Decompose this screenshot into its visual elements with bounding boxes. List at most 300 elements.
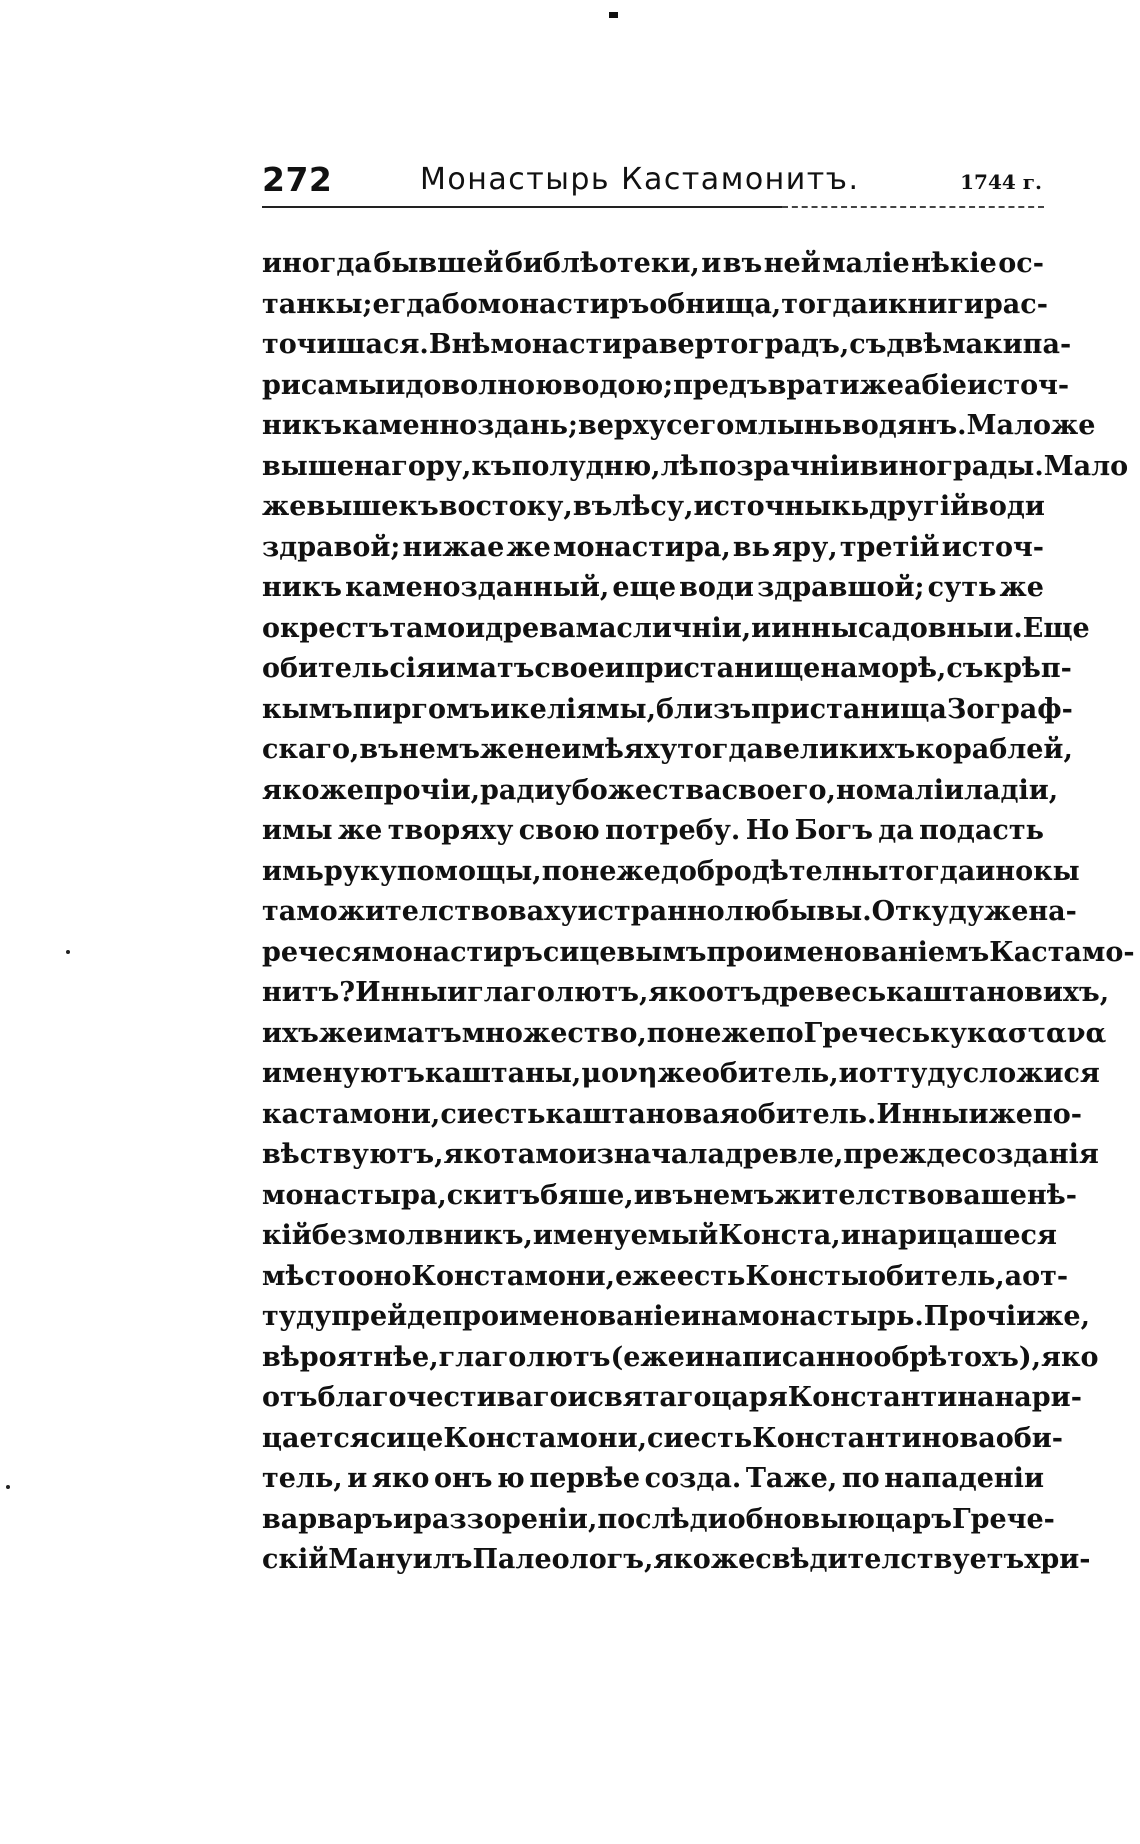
text-word: келіямы, xyxy=(510,693,656,725)
text-word: якоже xyxy=(653,1544,756,1575)
text-word: и xyxy=(604,653,625,684)
text-word: безмолвникъ, xyxy=(311,1220,533,1251)
text-word: есть xyxy=(476,1098,546,1130)
text-word: танкы; xyxy=(262,288,373,320)
text-line xyxy=(262,1297,1090,1338)
text-word: яко xyxy=(648,977,706,1008)
text-line xyxy=(262,609,1090,650)
text-word: жителствоваше xyxy=(774,1179,1027,1211)
text-word: Зограф- xyxy=(946,693,1073,725)
text-line xyxy=(262,771,1059,812)
stray-speck xyxy=(6,1485,10,1489)
text-word: води xyxy=(970,491,1045,522)
text-word: въ xyxy=(572,491,613,522)
header-rule-dashed xyxy=(782,206,1044,208)
text-word: окрестъ xyxy=(262,612,390,644)
text-word: морѣ, xyxy=(857,653,947,684)
text-word: еже xyxy=(615,1260,677,1292)
text-word: нѣ- xyxy=(1026,1179,1077,1211)
text-word: монастира, xyxy=(553,531,731,563)
text-word: свою xyxy=(518,815,600,846)
text-word: потребу. xyxy=(605,815,741,846)
text-word: и xyxy=(633,1179,654,1211)
text-word: источ- xyxy=(966,369,1070,401)
text-word: туду xyxy=(262,1301,332,1332)
text-word: вертоградъ, xyxy=(658,329,850,360)
text-word: свѣдителствуетъ xyxy=(755,1544,1025,1575)
text-word: ос- xyxy=(998,248,1044,279)
text-word: Консты xyxy=(745,1260,868,1292)
text-word: Еще xyxy=(1022,612,1090,644)
text-word: источныкь xyxy=(693,491,870,522)
text-word: и xyxy=(840,1220,861,1251)
text-word: винограды. xyxy=(859,450,1044,482)
text-word: иматъ xyxy=(363,1017,462,1049)
text-word: ради xyxy=(480,774,555,806)
text-word: же xyxy=(318,1017,364,1049)
text-word: оби- xyxy=(995,1422,1063,1454)
text-word: кымъ xyxy=(262,693,353,725)
text-line xyxy=(262,447,1129,488)
text-word: Палеологъ, xyxy=(472,1544,654,1575)
text-word: послѣди xyxy=(597,1503,728,1535)
text-word: другій xyxy=(869,491,971,522)
text-word: μονη xyxy=(581,1058,658,1089)
text-word: обнища, xyxy=(649,288,782,320)
text-word: благочестиваго xyxy=(317,1382,568,1413)
text-word: Откуду xyxy=(871,896,984,927)
text-word: же xyxy=(262,491,307,522)
text-word: въ xyxy=(359,734,399,765)
text-word: глаголютъ, xyxy=(467,977,649,1008)
text-word: великихъ xyxy=(763,734,916,765)
text-word: выше xyxy=(262,450,355,482)
text-line xyxy=(262,852,1080,893)
text-word: по xyxy=(765,1017,804,1049)
text-line xyxy=(262,568,1044,609)
text-word: яко xyxy=(443,1139,501,1170)
text-word: творяху xyxy=(387,815,514,846)
text-word: маліе xyxy=(822,248,910,279)
text-word: понеже xyxy=(541,855,661,887)
text-word: точишася. xyxy=(262,329,429,360)
text-word: тамо xyxy=(500,1139,577,1170)
text-line xyxy=(262,244,1044,285)
text-word: егда xyxy=(372,288,442,320)
text-word: и xyxy=(392,1503,414,1535)
text-word: яру, xyxy=(772,531,838,563)
text-word: и xyxy=(385,369,406,401)
text-word: Конста, xyxy=(718,1220,841,1251)
text-word: Констамони, xyxy=(411,1260,616,1292)
text-word: лѣсу, xyxy=(612,491,694,522)
text-word: царя xyxy=(711,1382,788,1413)
text-word: немъ xyxy=(693,1179,775,1211)
text-word: же xyxy=(988,1098,1033,1130)
text-word: съ xyxy=(849,329,887,360)
text-word: своего, xyxy=(721,774,836,806)
text-word: книги xyxy=(888,288,984,320)
text-word: подасть xyxy=(919,815,1044,846)
text-word: монастыра, xyxy=(262,1179,447,1211)
text-word: обрѣтохъ), xyxy=(873,1341,1041,1373)
text-word: млынь xyxy=(734,410,842,441)
text-line xyxy=(262,730,1073,771)
text-word: нѣкіе xyxy=(911,248,997,279)
text-word: онъ xyxy=(433,1463,493,1494)
text-word: Гречеську xyxy=(803,1017,967,1049)
text-word: кій xyxy=(262,1220,312,1251)
text-word: монастиръ xyxy=(477,288,650,320)
text-line xyxy=(262,973,1110,1014)
text-word: Констамони, xyxy=(443,1422,647,1454)
text-word: яко xyxy=(1041,1341,1099,1373)
text-word: созданія xyxy=(961,1139,1099,1170)
running-title: Монастырь Кастамонитъ. xyxy=(420,162,860,197)
text-word: водою; xyxy=(562,369,674,401)
text-word: же xyxy=(983,896,1029,927)
year-marker: 1744 г. xyxy=(960,170,1042,194)
text-word: множество, xyxy=(461,1017,647,1049)
text-word: же, xyxy=(1036,1301,1090,1332)
text-word: си xyxy=(647,1422,684,1454)
text-word: по xyxy=(841,1463,880,1494)
text-word: первѣе xyxy=(529,1463,641,1494)
text-word: Мало xyxy=(1043,450,1129,482)
text-word: предъ xyxy=(673,369,768,401)
text-word: же xyxy=(479,734,525,765)
text-word: цается xyxy=(262,1422,370,1454)
text-word: страннолюбывы. xyxy=(597,896,872,927)
text-word: Внѣ xyxy=(428,329,491,360)
text-word: води xyxy=(679,572,754,603)
text-word: на xyxy=(820,653,858,684)
text-word: сложися xyxy=(962,1058,1100,1089)
text-word: скій xyxy=(262,1544,329,1575)
text-word: же xyxy=(859,369,904,401)
text-line xyxy=(262,690,1073,731)
text-word: сице xyxy=(369,1422,444,1454)
text-word: и xyxy=(751,612,772,644)
text-word: инны xyxy=(771,612,858,644)
text-line xyxy=(262,1135,1099,1176)
text-line xyxy=(262,1095,1082,1136)
text-word: варваръ xyxy=(262,1503,393,1535)
text-word: кипа- xyxy=(983,329,1072,360)
text-word: ю xyxy=(847,1503,875,1535)
text-word: крѣп- xyxy=(983,653,1072,684)
text-word: глаголютъ xyxy=(438,1341,611,1373)
text-word: Богъ xyxy=(794,815,873,846)
text-word: еще xyxy=(612,572,676,603)
text-word: пристанища xyxy=(751,693,947,725)
text-word: хри- xyxy=(1024,1544,1091,1575)
text-word: каштановая xyxy=(545,1098,740,1130)
text-word: Кастамо- xyxy=(989,936,1135,968)
text-line xyxy=(262,892,1077,933)
text-word: сего xyxy=(666,410,735,441)
text-word: сія xyxy=(389,653,436,684)
text-word: рас- xyxy=(983,288,1048,320)
text-word: же xyxy=(337,815,383,846)
text-word: обитель, xyxy=(867,1260,1005,1292)
text-line xyxy=(262,406,1096,447)
text-line xyxy=(262,1257,1069,1298)
text-word: нападеніи xyxy=(884,1463,1044,1494)
text-word: нари- xyxy=(994,1382,1082,1413)
text-word: от- xyxy=(1022,1260,1069,1292)
text-word: и xyxy=(567,1382,588,1413)
page-number: 272 xyxy=(262,160,333,199)
text-word: и xyxy=(684,1341,705,1373)
text-word: монастиръ xyxy=(371,936,543,968)
text-word: и xyxy=(465,612,486,644)
text-word: съ xyxy=(946,653,984,684)
text-word: кораблей, xyxy=(915,734,1073,765)
text-word: монастырь. xyxy=(738,1301,924,1332)
text-word: раззореніи, xyxy=(413,1503,598,1535)
text-word: верху xyxy=(577,410,667,441)
text-word: маліи xyxy=(873,774,964,806)
text-word: отъ xyxy=(262,1382,318,1413)
text-word: пиргомъ xyxy=(352,693,491,725)
text-word: пристанище xyxy=(624,653,821,684)
text-word: сицевымъ xyxy=(542,936,707,968)
text-word: тамо xyxy=(262,896,338,927)
text-word: никъ xyxy=(262,572,342,603)
text-word: царъ xyxy=(874,1503,952,1535)
text-word: проименованіе xyxy=(442,1301,681,1332)
text-word: ладіи, xyxy=(964,774,1059,806)
stray-speck xyxy=(66,950,70,954)
text-word: нарицашеся xyxy=(860,1220,1057,1251)
text-word: тогда xyxy=(781,288,868,320)
text-line xyxy=(262,528,1044,569)
text-word: вь xyxy=(732,531,770,563)
text-word: Мало xyxy=(966,410,1052,441)
text-word: вѣроятнѣе, xyxy=(262,1341,439,1373)
text-word: доволною xyxy=(405,369,563,401)
text-word: оно xyxy=(355,1260,412,1292)
text-word: гору, xyxy=(391,450,472,482)
text-word: двѣма xyxy=(886,329,984,360)
text-word: καστανα xyxy=(966,1017,1107,1049)
text-word: Константинова xyxy=(752,1422,996,1454)
text-line xyxy=(262,649,1072,690)
text-word: яко xyxy=(371,1463,430,1494)
text-line xyxy=(262,1338,1099,1379)
text-line xyxy=(262,1419,1063,1460)
text-word: созда. xyxy=(644,1463,742,1494)
text-word: каменноздань; xyxy=(342,410,578,441)
text-word: же xyxy=(506,531,551,563)
text-word: отъ xyxy=(705,977,762,1008)
text-word: не xyxy=(524,734,562,765)
text-word: изначала xyxy=(576,1139,725,1170)
text-word: имы xyxy=(262,815,333,846)
text-word: си xyxy=(440,1098,477,1130)
text-word: садовныи. xyxy=(857,612,1023,644)
text-word: бывшей xyxy=(373,248,504,279)
text-word: древа xyxy=(485,612,576,644)
text-word: прейде xyxy=(331,1301,443,1332)
text-word: древесь xyxy=(761,977,887,1008)
text-word: и xyxy=(838,1058,859,1089)
text-word: ихъ xyxy=(262,1017,319,1049)
text-word: Грече- xyxy=(952,1503,1055,1535)
text-line xyxy=(262,285,1048,326)
text-word: же xyxy=(1051,410,1096,441)
text-word: врати xyxy=(767,369,860,401)
text-word: понеже xyxy=(646,1017,766,1049)
text-word: Мануилъ xyxy=(328,1544,473,1575)
text-word: абіе xyxy=(903,369,967,401)
text-word: ю xyxy=(497,1463,525,1494)
text-line xyxy=(262,1540,1091,1581)
text-word: водянъ. xyxy=(841,410,967,441)
text-line xyxy=(262,1176,1077,1217)
text-word: третій xyxy=(839,531,940,563)
text-word: и xyxy=(347,1463,368,1494)
text-word: обитель xyxy=(262,653,390,684)
text-line xyxy=(262,933,1135,974)
text-word: же xyxy=(657,1058,702,1089)
page-header xyxy=(262,152,1044,208)
text-word: въ xyxy=(722,248,763,279)
text-word: но xyxy=(835,774,874,806)
text-word: тогда xyxy=(888,855,976,887)
text-line xyxy=(262,1378,1082,1419)
text-line xyxy=(262,1500,1055,1541)
text-word: проименованіемъ xyxy=(706,936,990,968)
text-word: написанно xyxy=(704,1341,874,1373)
text-word: древле, xyxy=(724,1139,844,1170)
text-word: именуемый xyxy=(532,1220,719,1251)
text-word: бяше, xyxy=(540,1179,634,1211)
text-word: на xyxy=(700,1301,739,1332)
text-word: близъ xyxy=(656,693,752,725)
text-word: тель, xyxy=(262,1463,343,1494)
text-word: здравой; xyxy=(262,531,401,563)
text-word: обитель, xyxy=(701,1058,839,1089)
text-word: Инныи xyxy=(355,977,468,1008)
text-word: обновы xyxy=(727,1503,848,1535)
text-word: полудню, xyxy=(511,450,661,482)
text-word: каштановихъ, xyxy=(886,977,1110,1008)
text-line xyxy=(262,1014,1107,1055)
text-word: и xyxy=(577,896,598,927)
text-word: ней xyxy=(763,248,821,279)
text-word: прежде xyxy=(843,1139,962,1170)
text-word: прочіи, xyxy=(363,774,481,806)
text-word: именуютъ xyxy=(262,1058,425,1089)
text-word: выше xyxy=(306,491,399,522)
text-word: по- xyxy=(1033,1098,1082,1130)
text-word: тогда xyxy=(677,734,764,765)
text-word: есть xyxy=(683,1422,753,1454)
text-word: и xyxy=(701,248,722,279)
text-line xyxy=(262,1459,1044,1500)
text-word: каштаны, xyxy=(424,1058,582,1089)
text-word: руку xyxy=(323,855,397,887)
text-word: нижае xyxy=(402,531,505,563)
text-word: Инныи xyxy=(876,1098,989,1130)
text-word: инокы xyxy=(975,855,1080,887)
text-word: въ xyxy=(653,1179,694,1211)
text-word: лѣпозрачніи xyxy=(660,450,860,482)
text-word: источ- xyxy=(941,531,1044,563)
text-word: каменозданный, xyxy=(345,572,610,603)
text-word: Но xyxy=(745,815,790,846)
text-word: востоку, xyxy=(438,491,573,522)
text-word: помощы, xyxy=(396,855,542,887)
text-word: а xyxy=(1004,1260,1023,1292)
text-word: здравшой; xyxy=(757,572,925,603)
text-word: имѣяху xyxy=(561,734,678,765)
text-word: скаго, xyxy=(262,734,360,765)
text-word: на- xyxy=(1028,896,1077,927)
text-word: же xyxy=(999,572,1044,603)
text-word: добродѣтелны xyxy=(660,855,889,887)
text-word: святаго xyxy=(587,1382,712,1413)
text-word: бо xyxy=(441,288,478,320)
text-word: Константина xyxy=(787,1382,995,1413)
text-word: монастира xyxy=(490,329,659,360)
text-word: речеся xyxy=(262,936,372,968)
text-word: и xyxy=(868,288,889,320)
printer-mark xyxy=(609,12,618,18)
text-word: оттуду xyxy=(858,1058,963,1089)
text-word: и xyxy=(490,693,511,725)
text-word: Прочіи xyxy=(923,1301,1037,1332)
text-word: иматъ xyxy=(435,653,535,684)
text-line xyxy=(262,1054,1100,1095)
text-word: къ xyxy=(398,491,439,522)
text-word: скитъ xyxy=(446,1179,541,1211)
text-word: и xyxy=(680,1301,701,1332)
text-line xyxy=(262,366,1070,407)
text-word: иногда xyxy=(262,248,372,279)
text-word: масличніи, xyxy=(575,612,752,644)
text-word: да xyxy=(878,815,914,846)
text-word: библѣотеки, xyxy=(504,248,700,279)
text-word: нитъ? xyxy=(262,977,356,1008)
text-word: на xyxy=(354,450,392,482)
text-word: обитель. xyxy=(739,1098,877,1130)
text-word: жителствоваху xyxy=(337,896,578,927)
text-word: вѣствуютъ, xyxy=(262,1139,444,1170)
text-word: суть xyxy=(927,572,997,603)
text-word: имь xyxy=(262,855,324,887)
text-line xyxy=(262,811,1044,852)
text-word: Таже, xyxy=(745,1463,838,1494)
text-line xyxy=(262,325,1072,366)
text-word: свое xyxy=(534,653,605,684)
text-word: кастамони, xyxy=(262,1098,441,1130)
text-word: къ xyxy=(471,450,512,482)
text-word: немъ xyxy=(398,734,480,765)
text-word: якоже xyxy=(262,774,364,806)
text-line xyxy=(262,1216,1057,1257)
text-word: тамо xyxy=(389,612,466,644)
text-word: убожества xyxy=(554,774,722,806)
text-word: рисамы xyxy=(262,369,386,401)
body-text xyxy=(262,244,1135,1581)
text-word: никъ xyxy=(262,410,342,441)
text-word: есть xyxy=(676,1260,746,1292)
text-line xyxy=(262,487,1044,528)
text-word: (еже xyxy=(610,1341,685,1373)
